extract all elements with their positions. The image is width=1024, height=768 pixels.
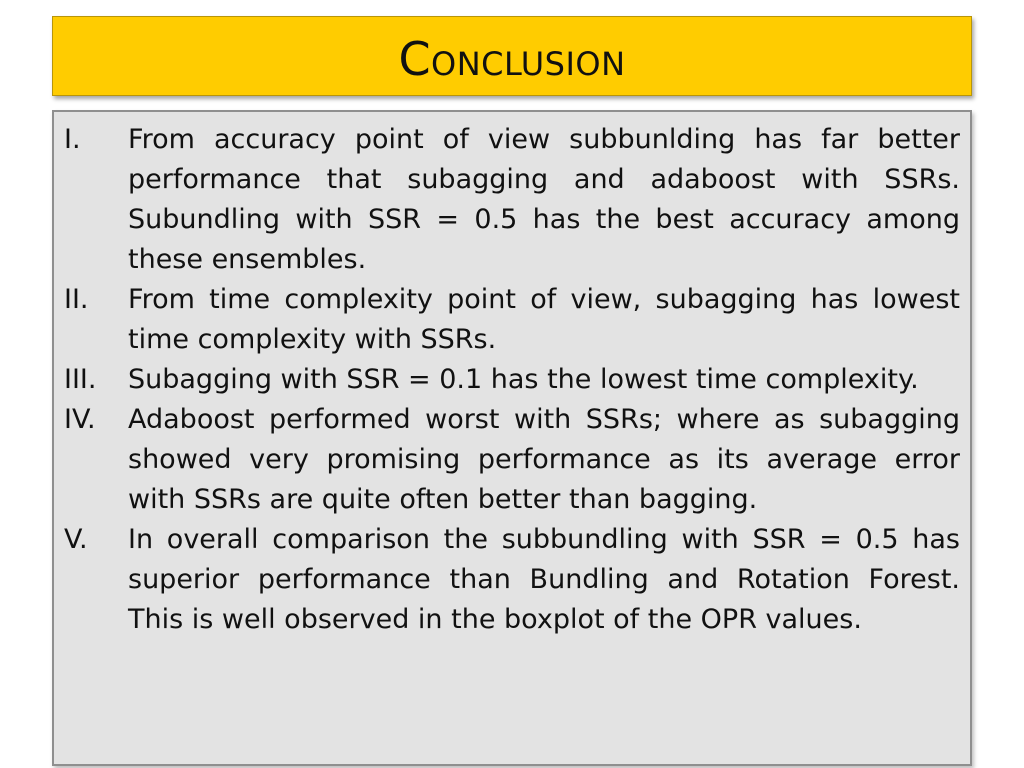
item-text: From time complexity point of view, subagging has lowest time complexity with SSRs.	[128, 284, 960, 355]
slide-title: Conclusion	[398, 32, 626, 86]
item-text: From accuracy point of view subbunlding has far better performance that subagging and adaboost with SSRs. Subundling with SSR = 0.5 has the best accuracy among these ensembles.	[128, 124, 960, 275]
item-text: Subagging with SSR = 0.1 has the lowest time complexity.	[128, 364, 919, 395]
item-numeral: II.	[64, 284, 89, 315]
item-numeral: III.	[64, 364, 97, 395]
item-numeral: V.	[64, 524, 88, 555]
list-item	[64, 360, 960, 400]
list-item	[64, 280, 960, 360]
list-item	[64, 120, 960, 280]
item-text: In overall comparison the subbundling with SSR = 0.5 has superior performance than Bundling and Rotation Forest. This is well observed in the boxplot of the OPR values.	[128, 524, 960, 635]
conclusion-list	[64, 120, 960, 640]
list-item	[64, 400, 960, 520]
list-item	[64, 520, 960, 640]
item-numeral: IV.	[64, 404, 96, 435]
item-numeral: I.	[64, 124, 81, 155]
title-bar	[52, 16, 972, 96]
item-text: Adaboost performed worst with SSRs; where as subagging showed very promising performance as its average error with SSRs are quite often better than bagging.	[128, 404, 960, 515]
content-box	[52, 110, 972, 766]
